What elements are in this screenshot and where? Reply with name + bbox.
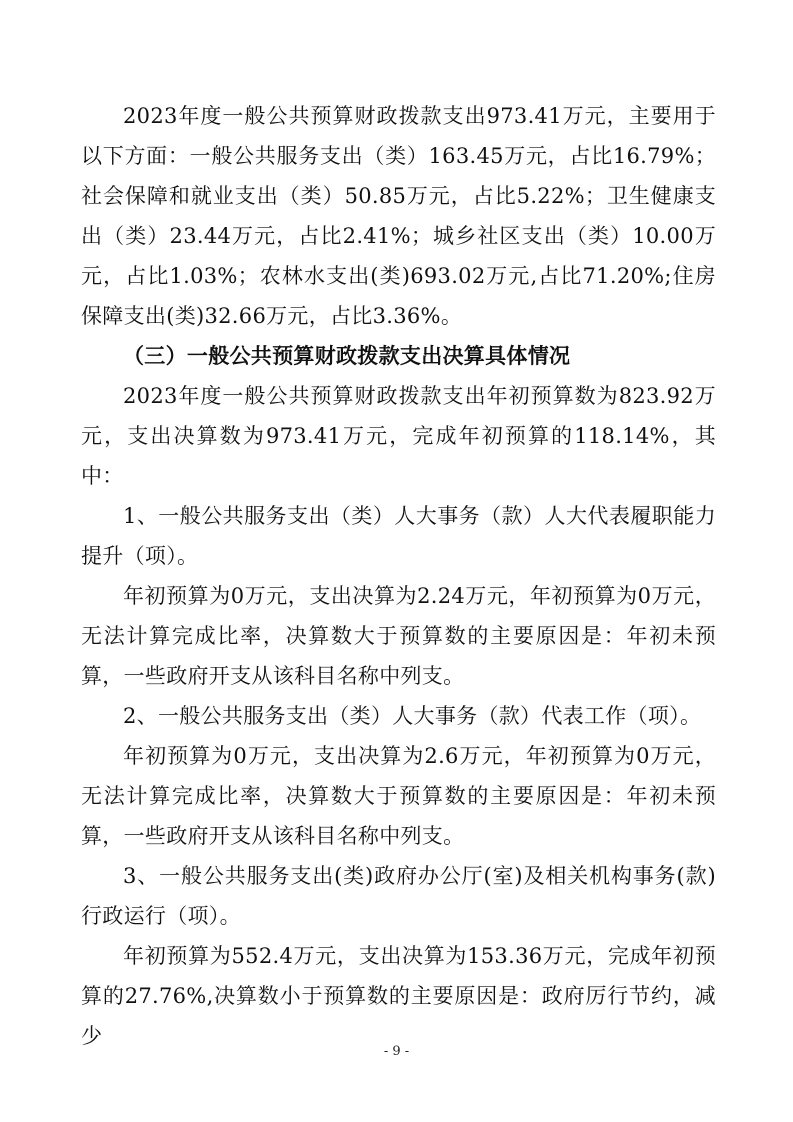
paragraph-item-1-detail: 年初预算为0万元，支出决算为2.24万元，年初预算为0万元，无法计算完成比率，决算数大于预算数的主要原因是：年初未预算，一些政府开支从该科目名称中列支。 bbox=[81, 584, 716, 688]
document-page bbox=[81, 96, 716, 1056]
section-heading: （三）一般公共预算财政拨款支出决算具体情况 bbox=[123, 344, 571, 368]
paragraph-item-1-title: 1、一般公共服务支出（类）人大事务（款）人大代表履职能力提升（项）。 bbox=[81, 504, 716, 568]
paragraph-expenditure-summary: 2023年度一般公共预算财政拨款支出973.41万元，主要用于以下方面：一般公共服务支出（类）163.45万元，占比16.79%；社会保障和就业支出（类）50.85万元，占比5.22%；卫生健康支出（类）23.44万元，占比2.41%；城乡社区支出（类）10.00万元，占比1.03%；农林水支出(类)693.02万元,占比71.20%;住房保障支出(类)32.66万元，占比3.36%。 bbox=[81, 104, 716, 328]
paragraph-item-2-title: 2、一般公共服务支出（类）人大事务（款）代表工作（项）。 bbox=[123, 704, 702, 728]
paragraph-item-3-title: 3、一般公共服务支出(类)政府办公厅(室)及相关机构事务(款)行政运行（项）。 bbox=[81, 864, 716, 928]
paragraph-item-3-detail: 年初预算为552.4万元，支出决算为153.36万元，完成年初预算的27.76%,决算数小于预算数的主要原因是：政府厉行节约，减少 bbox=[81, 944, 716, 1048]
paragraph-budget-overview: 2023年度一般公共预算财政拨款支出年初预算数为823.92万元，支出决算数为973.41万元，完成年初预算的118.14%，其中： bbox=[81, 384, 716, 488]
paragraph-item-2-detail: 年初预算为0万元，支出决算为2.6万元，年初预算为0万元，无法计算完成比率，决算数大于预算数的主要原因是：年初未预算，一些政府开支从该科目名称中列支。 bbox=[81, 744, 716, 848]
page-number: - 9 - bbox=[383, 1044, 410, 1059]
